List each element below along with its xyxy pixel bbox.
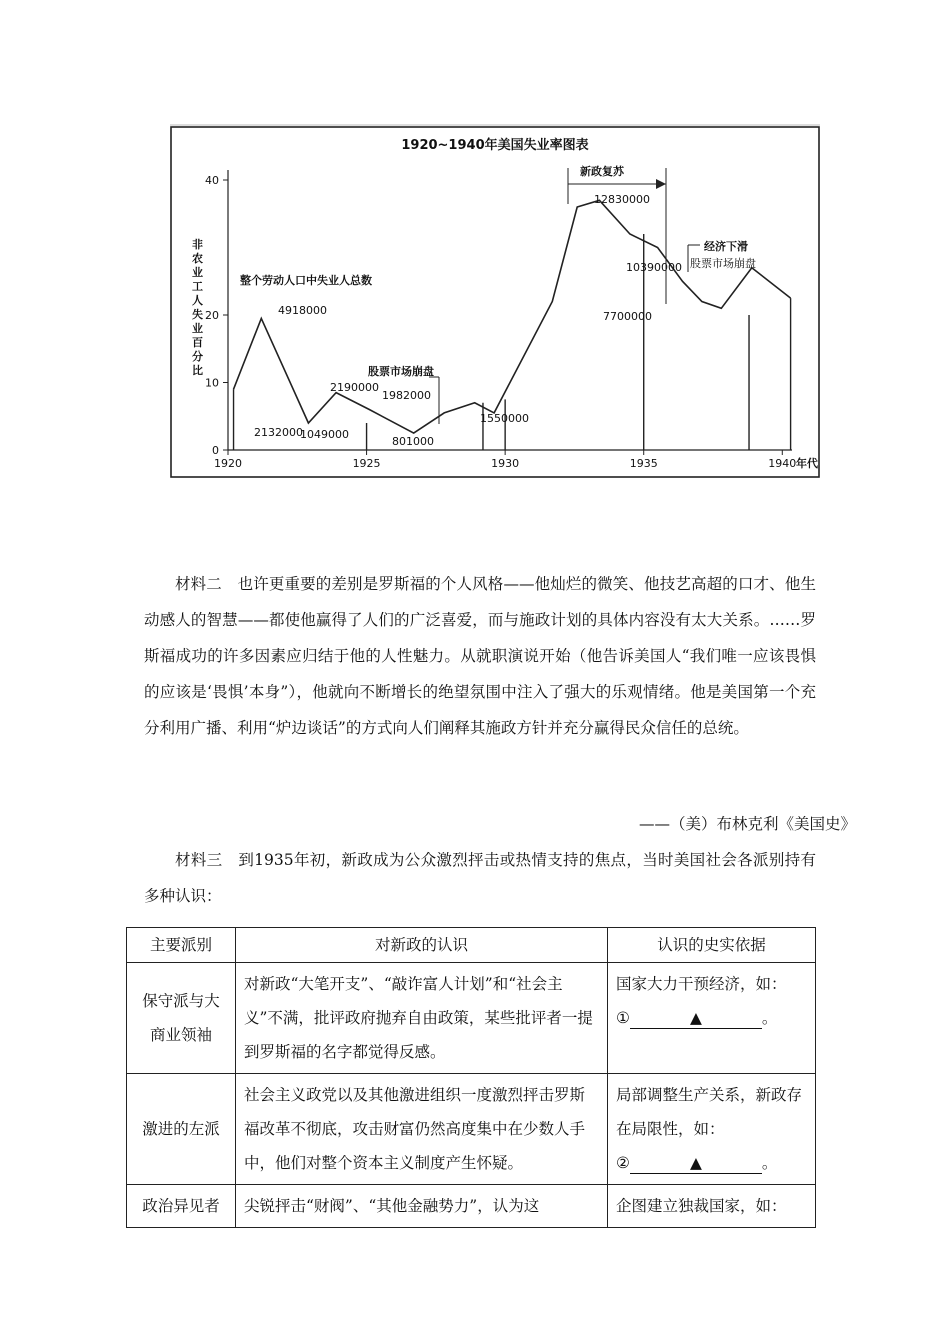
x-axis-label: 年代: [796, 457, 818, 470]
material-three-label: 材料三: [175, 851, 223, 869]
triangle-icon: ▲: [689, 1154, 702, 1172]
data-annotation: 2190000: [330, 381, 379, 394]
material-two-text: 也许更重要的差别是罗斯福的个人风格——他灿烂的微笑、他技艺高超的口才、他生动感人的智慧——都使他赢得了人们的广泛喜爱，而与施政计划的具体内容没有太大关系。……罗斯福成功的许多因素应归结于他的人性魅力。从就职演说开始（他告诉美国人“我们唯一应该畏惧的应该是‘畏惧’本身”），他就向不断增长的绝望氛围中注入了强大的乐观情绪。他是美国第一个充分利用广播、利用“炉边谈话”的方式向人们阐释其施政方针并充分赢得民众信任的总统。: [144, 575, 816, 737]
x-tick-label: 1935: [629, 457, 658, 470]
stock-crash-label: 股票市场崩盘: [368, 365, 434, 378]
header-view: 对新政的认识: [236, 928, 608, 963]
table-row: [127, 963, 816, 1074]
blank-number: ①: [616, 1009, 630, 1027]
row-basis-cell: [608, 963, 816, 1074]
unemployment-chart: [170, 124, 820, 480]
data-annotation: 801000: [392, 435, 434, 448]
x-tick-label: 1930: [491, 457, 520, 470]
material-three: [144, 842, 816, 914]
table-header-row: [127, 928, 816, 963]
data-annotation: 1982000: [382, 389, 431, 402]
x-tick-label: 1940: [768, 457, 797, 470]
material-two-source: ——（美）布林克利《美国史》: [638, 815, 856, 833]
triangle-icon: ▲: [689, 1009, 702, 1027]
y-tick-label: 0: [212, 444, 219, 457]
row-group: 保守派与大商业领袖: [127, 963, 236, 1074]
row-view: 对新政“大笔开支”、“敲诈富人计划”和“社会主义”不满，批评政府抛弃自由政策，某些批评者一提到罗斯福的名字都觉得反感。: [236, 963, 608, 1074]
row-basis: 国家大力干预经济，如：: [616, 975, 787, 993]
data-annotation: 7700000: [603, 310, 652, 323]
data-annotation: 1550000: [480, 412, 529, 425]
y-tick-label: 20: [205, 309, 219, 322]
row-group: 激进的左派: [127, 1074, 236, 1185]
data-annotation: 整个劳动人口中失业人总数: [240, 274, 372, 287]
data-annotation: 2132000: [254, 426, 303, 439]
material-three-text: 到1935年初，新政成为公众激烈抨击或热情支持的焦点，当时美国社会各派别持有多种认识：: [144, 851, 816, 905]
row-view: 社会主义政党以及其他激进组织一度激烈抨击罗斯福改革不彻底，攻击财富仍然高度集中在少数人手中，他们对整个资本主义制度产生怀疑。: [236, 1074, 608, 1185]
data-annotation: 4918000: [278, 304, 327, 317]
downturn-label: 经济下滑: [704, 240, 748, 253]
table-row: [127, 1074, 816, 1185]
table-row: [127, 1185, 816, 1228]
data-annotation: 1049000: [300, 428, 349, 441]
arrow-right-icon: [656, 179, 666, 189]
header-group: 主要派别: [127, 928, 236, 963]
row-view: 尖锐抨击“财阀”、“其他金融势力”，认为这: [236, 1185, 608, 1228]
data-annotation: 股票市场崩盘: [690, 257, 756, 270]
blank-end: 。: [761, 1154, 778, 1172]
data-annotation: 10390000: [626, 261, 682, 274]
x-tick-label: 1925: [352, 457, 381, 470]
y-axis-label: 非农业工人失业百分比: [192, 238, 203, 377]
blank-end: 。: [761, 1009, 778, 1027]
blank-number: ②: [616, 1154, 630, 1172]
row-group: 政治异见者: [127, 1185, 236, 1228]
row-basis-cell: [608, 1074, 816, 1185]
material-two-label: 材料二: [175, 575, 222, 593]
row-basis: 局部调整生产关系，新政存在局限性，如：: [616, 1086, 803, 1138]
views-table: [126, 927, 816, 1228]
chart-title: 1920~1940年美国失业率图表: [401, 138, 589, 153]
row-basis: 企图建立独裁国家，如：: [608, 1185, 816, 1228]
answer-blank[interactable]: [630, 1153, 762, 1174]
y-tick-label: 40: [205, 174, 219, 187]
new-deal-label: 新政复苏: [580, 165, 624, 178]
y-tick-label: 10: [205, 376, 219, 390]
data-annotation: 12830000: [594, 193, 650, 206]
answer-blank[interactable]: [630, 1008, 762, 1029]
material-two: [144, 566, 816, 746]
x-tick-label: 1920: [214, 457, 242, 470]
header-basis: 认识的史实依据: [608, 928, 816, 963]
